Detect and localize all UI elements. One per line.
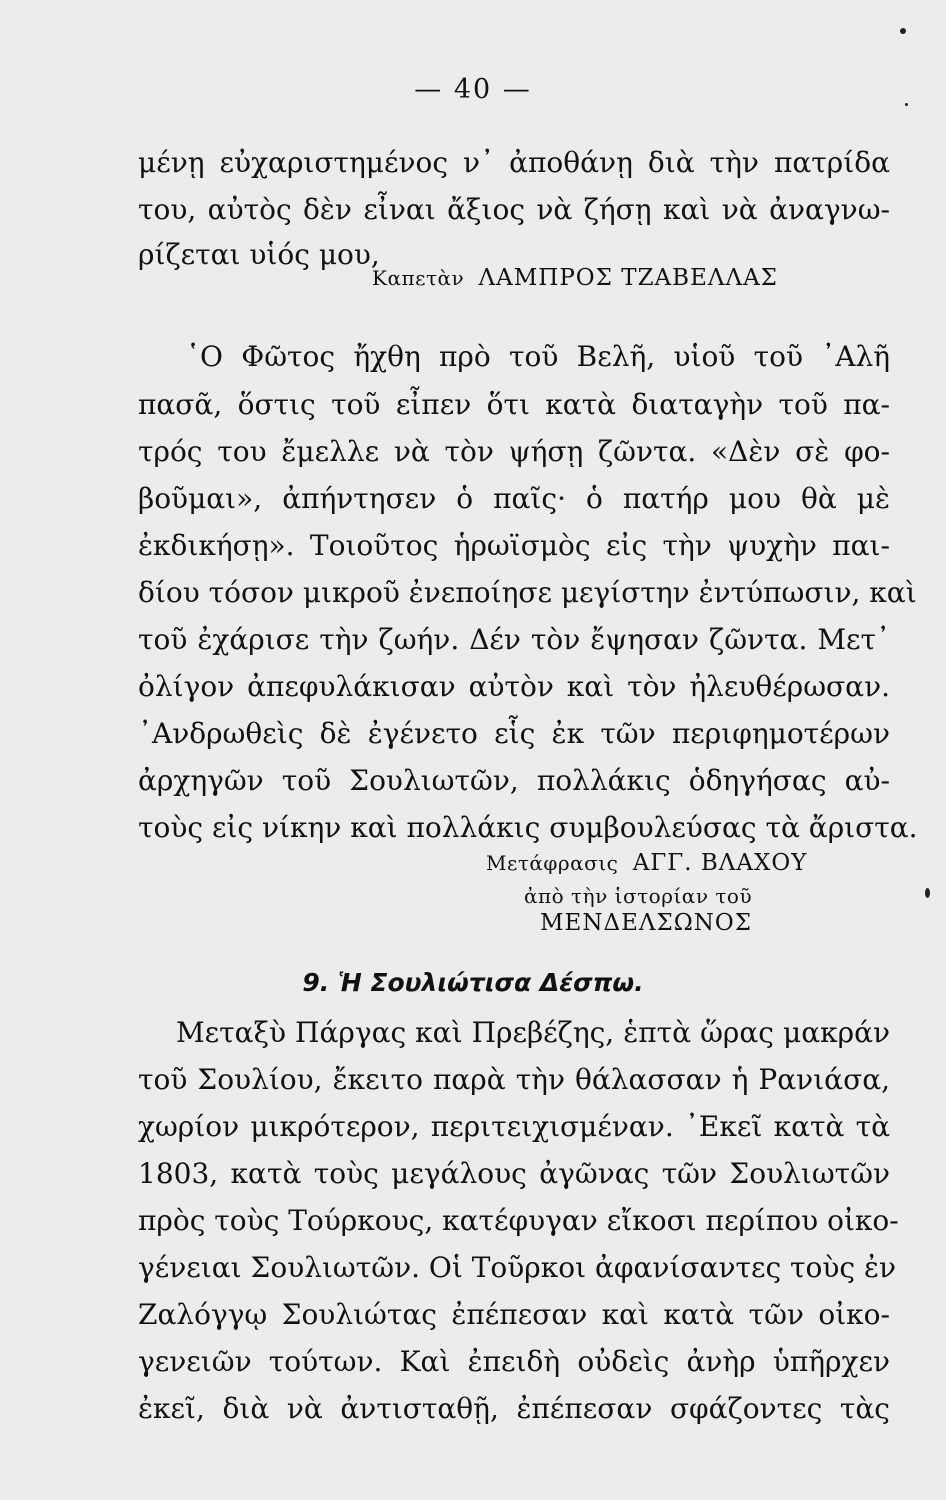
- text-line: χωρίον μικρότερον, περιτειχισμέναν. ᾿Εκεῖ κατὰ τὰ: [138, 1110, 890, 1143]
- ink-speck: [900, 28, 906, 34]
- signature-title: Καπετὰν: [372, 266, 465, 290]
- text-line: ἐκδικήσῃ». Τοιοῦτος ἡρωϊσμὸς εἰς τὴν ψυχὴν παι-: [138, 529, 890, 562]
- text-line: ἐκεῖ, διὰ νὰ ἀντισταθῇ, ἐπέπεσαν σφάζοντες τὰς: [138, 1392, 890, 1425]
- translation-label: Μετάφρασις: [486, 851, 619, 875]
- text-line: πρὸς τοὺς Τούρκους, κατέφυγαν εἴκοσι περίπου οἰκο-: [138, 1204, 899, 1237]
- ink-speck: [905, 103, 908, 106]
- text-line: γενειῶν τούτων. Καὶ ἐπειδὴ οὐδεὶς ἀνὴρ ὑπῆρχεν: [138, 1345, 890, 1378]
- text-line: ρίζεται υἱός μου,: [138, 238, 380, 271]
- text-line: τοὺς εἰς νίκην καὶ πολλάκις συμβουλεύσας τὰ ἄριστα.: [138, 811, 918, 844]
- text-line: πασᾶ, ὅστις τοῦ εἶπεν ὅτι κατὰ διαταγὴν τοῦ πα-: [138, 388, 890, 421]
- text-line: μένῃ εὐχαριστημένος ν᾿ ἀποθάνῃ διὰ τὴν πατρίδα: [138, 146, 890, 179]
- source-line: ἀπὸ τὴν ἱστορίαν τοῦ: [524, 884, 753, 908]
- text-line: ῾Ο Φῶτος ἤχθη πρὸ τοῦ Βελῆ, υἱοῦ τοῦ ᾿Αλῆ: [186, 340, 890, 373]
- text-line: τοῦ ἐχάρισε τὴν ζωήν. Δέν τὸν ἔψησαν ζῶντα. Μετ᾿: [138, 623, 890, 656]
- text-line: δίου τόσον μικροῦ ἐνεποίησε μεγίστην ἐντύπωσιν, καὶ: [138, 576, 917, 609]
- text-line: Ζαλόγγῳ Σουλιώτας ἐπέπεσαν καὶ κατὰ τῶν οἰκο-: [138, 1298, 890, 1331]
- section-heading: 9. Ἡ Σουλιώτισα Δέσπω.: [302, 968, 644, 997]
- text-line: ὀλίγον ἀπεφυλάκισαν αὐτὸν καὶ τὸν ἠλευθέρωσαν.: [138, 670, 890, 703]
- text-line: γένειαι Σουλιωτῶν. Οἱ Τοῦρκοι ἀφανίσαντες τοὺς ἐν: [138, 1251, 897, 1284]
- text-line: βοῦμαι», ἀπήντησεν ὁ παῖς· ὁ πατήρ μου θὰ μὲ: [138, 482, 890, 515]
- text-line: τρός του ἔμελλε νὰ τὸν ψήσῃ ζῶντα. «Δὲν σὲ φο-: [138, 435, 890, 468]
- translator-credit: [486, 850, 807, 876]
- text-line: Μεταξὺ Πάργας καὶ Πρεβέζης, ἑπτὰ ὥρας μακράν: [176, 1016, 890, 1049]
- page-number: — 40 —: [414, 74, 532, 105]
- text-line: ᾿Ανδρωθεὶς δὲ ἐγένετο εἷς ἐκ τῶν περιφημοτέρων: [138, 717, 890, 750]
- text-line: τοῦ Σουλίου, ἔκειτο παρὰ τὴν θάλασσαν ἡ Ρανιάσα,: [138, 1063, 890, 1096]
- text-line: 1803, κατὰ τοὺς μεγάλους ἀγῶνας τῶν Σουλιωτῶν: [138, 1157, 890, 1190]
- translator-name: ΑΓΓ. ΒΛΑΧΟΥ: [632, 850, 808, 876]
- text-line: του, αὐτὸς δὲν εἶναι ἄξιος νὰ ζήσῃ καὶ νὰ ἀναγνω-: [138, 193, 890, 226]
- signature-lambros-tzavellas: [372, 265, 778, 291]
- text-line: ἀρχηγῶν τοῦ Σουλιωτῶν, πολλάκις ὁδηγήσας αὐ-: [138, 764, 890, 797]
- source-author: ΜΕΝΔΕΛΣΩΝΟΣ: [540, 910, 753, 936]
- ink-speck: [925, 888, 930, 898]
- signature-name: ΛΑΜΠΡΟΣ ΤΖΑΒΕΛΛΑΣ: [478, 265, 778, 291]
